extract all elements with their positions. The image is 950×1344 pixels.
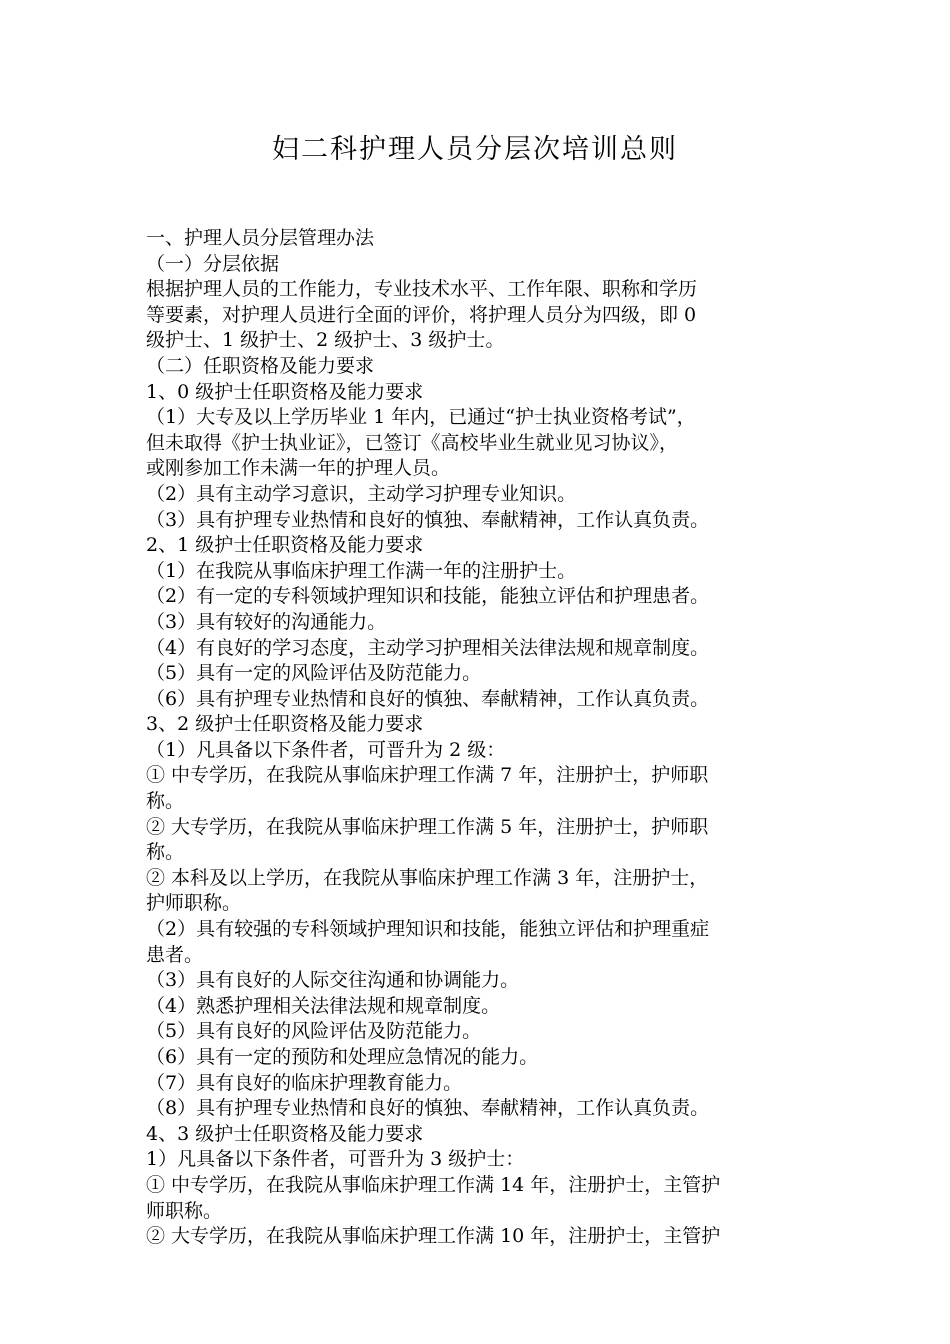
paragraph-line: 患者。	[146, 943, 204, 966]
paragraph-line: 2、1 级护士任职资格及能力要求	[146, 534, 424, 557]
paragraph-line: 一、护理人员分层管理办法	[146, 227, 375, 249]
paragraph-line: （5）具有一定的风险评估及防范能力。	[146, 662, 482, 685]
paragraph-line: ② 大专学历，在我院从事临床护理工作满 10 年，注册护士，主管护	[146, 1225, 721, 1248]
document-body	[146, 226, 816, 1250]
paragraph-line: （二）任职资格及能力要求	[146, 354, 375, 377]
paragraph-line: （8）具有护理专业热情和良好的慎独、奉献精神，工作认真负责。	[146, 1097, 710, 1120]
paragraph-line: 1、0 级护士任职资格及能力要求	[146, 380, 424, 403]
paragraph-line: ② 本科及以上学历，在我院从事临床护理工作满 3 年，注册护士，	[146, 866, 709, 889]
paragraph-line: （一）分层依据	[146, 252, 280, 275]
paragraph-line: （4）熟悉护理相关法律法规和规章制度。	[146, 994, 501, 1017]
paragraph-line: （3）具有护理专业热情和良好的慎独、奉献精神，工作认真负责。	[146, 508, 710, 531]
paragraph-line: 称。	[146, 841, 185, 864]
paragraph-line: ① 中专学历，在我院从事临床护理工作满 7 年，注册护士，护师职	[146, 764, 709, 787]
paragraph-line: （1）大专及以上学历毕业 1 年内，已通过“护士执业资格考试”，	[146, 406, 696, 429]
paragraph-line: 称。	[146, 790, 185, 813]
paragraph-line: （4）有良好的学习态度，主动学习护理相关法律法规和规章制度。	[146, 636, 710, 659]
paragraph-line: （2）具有主动学习意识，主动学习护理专业知识。	[146, 482, 577, 505]
paragraph-line: （3）具有良好的人际交往沟通和协调能力。	[146, 969, 520, 992]
paragraph-line: 级护士、1 级护士、2 级护士、3 级护士。	[146, 329, 505, 352]
paragraph-line: 等要素，对护理人员进行全面的评价，将护理人员分为四级，即 0	[146, 303, 697, 326]
paragraph-line: ② 大专学历，在我院从事临床护理工作满 5 年，注册护士，护师职	[146, 815, 709, 838]
paragraph-line: 护师职称。	[146, 892, 242, 915]
paragraph-line: 4、3 级护士任职资格及能力要求	[146, 1122, 424, 1145]
paragraph-line: （7）具有良好的临床护理教育能力。	[146, 1071, 463, 1094]
paragraph-line: 3、2 级护士任职资格及能力要求	[146, 713, 424, 736]
paragraph-line: 但未取得《护士执业证》，已签订《高校毕业生就业见习协议》，	[146, 431, 679, 454]
paragraph-line: （1）在我院从事临床护理工作满一年的注册护士。	[146, 559, 577, 582]
paragraph-line: 师职称。	[146, 1199, 223, 1222]
paragraph-line: （6）具有护理专业热情和良好的慎独、奉献精神，工作认真负责。	[146, 687, 710, 710]
paragraph-line: （2）具有较强的专科领域护理知识和技能，能独立评估和护理重症	[146, 918, 710, 941]
paragraph-line: （5）具有良好的风险评估及防范能力。	[146, 1020, 482, 1043]
paragraph-line: （6）具有一定的预防和处理应急情况的能力。	[146, 1046, 539, 1068]
paragraph-line: （3）具有较好的沟通能力。	[146, 610, 387, 633]
paragraph-line: 或刚参加工作未满一年的护理人员。	[146, 457, 451, 480]
paragraph-line: （2）有一定的专科领域护理知识和技能，能独立评估和护理患者。	[146, 585, 710, 608]
document-title: 妇二科护理人员分层次培训总则	[272, 134, 678, 165]
paragraph-line: 根据护理人员的工作能力，专业技术水平、工作年限、职称和学历	[146, 278, 698, 301]
paragraph-line: 1）凡具备以下条件者，可晋升为 3 级护士：	[146, 1148, 525, 1171]
paragraph-line: ① 中专学历，在我院从事临床护理工作满 14 年，注册护士，主管护	[146, 1173, 721, 1196]
paragraph-line: （1）凡具备以下条件者，可晋升为 2 级：	[146, 738, 506, 761]
